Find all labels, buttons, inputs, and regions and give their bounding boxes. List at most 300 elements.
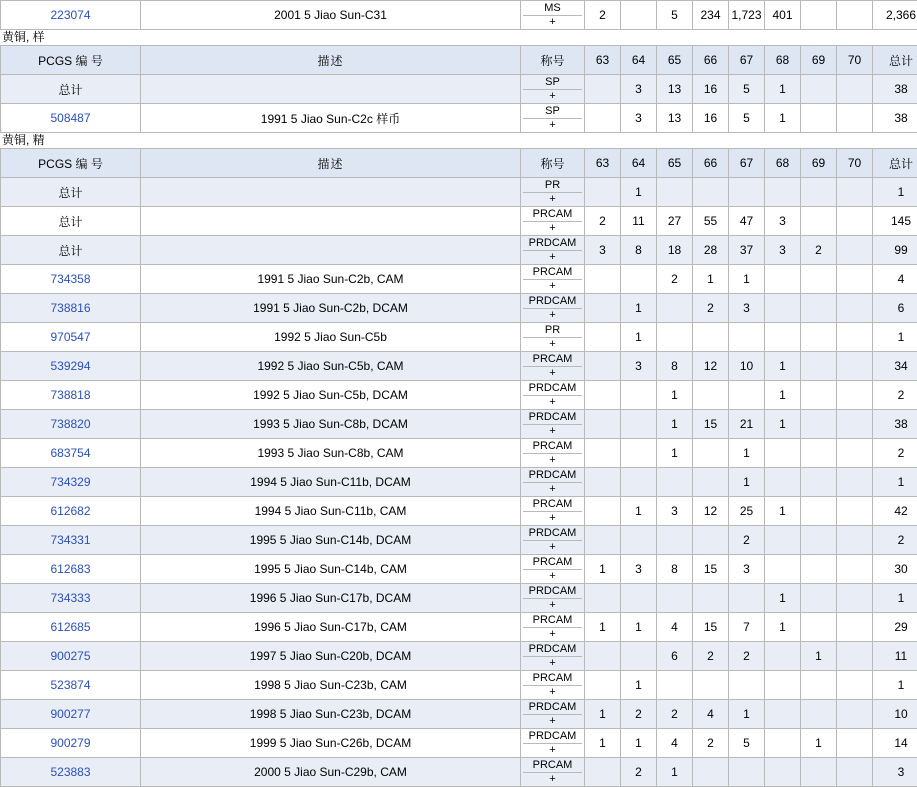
count-cell-69: 2	[801, 236, 837, 265]
count-cell-65: 8	[657, 352, 693, 381]
count-cell-63	[585, 410, 621, 439]
grade-plus: +	[523, 251, 582, 263]
count-cell-64	[621, 439, 657, 468]
grade-plus: +	[523, 773, 582, 785]
grade-plus: +	[523, 119, 582, 131]
count-cell-63	[585, 468, 621, 497]
count-cell-65: 27	[657, 207, 693, 236]
count-cell-67	[729, 758, 765, 787]
row-total-cell: 10	[873, 700, 917, 729]
count-cell-65: 18	[657, 236, 693, 265]
count-cell-66	[693, 439, 729, 468]
count-cell-66: 4	[693, 700, 729, 729]
grade-cell	[521, 75, 585, 104]
pcgs-number-link[interactable]: 223074	[50, 8, 90, 22]
row-total-cell: 1	[873, 468, 917, 497]
grade-cell	[521, 104, 585, 133]
grade-name: PRDCAM	[523, 470, 582, 483]
count-cell-67: 10	[729, 352, 765, 381]
count-cell-63	[585, 294, 621, 323]
count-cell-69	[801, 700, 837, 729]
table-header-row	[1, 46, 917, 75]
count-cell-67: 5	[729, 75, 765, 104]
count-cell-63	[585, 584, 621, 613]
grade-name: PR	[523, 325, 582, 338]
count-cell-65: 13	[657, 104, 693, 133]
pcgs-number-cell	[1, 758, 141, 787]
table-row	[1, 758, 917, 787]
table-row	[1, 178, 917, 207]
pcgs-number-link[interactable]: 738816	[50, 301, 90, 315]
count-cell-63	[585, 178, 621, 207]
count-cell-70	[837, 700, 873, 729]
grade-name: PRDCAM	[523, 383, 582, 396]
count-cell-63: 1	[585, 700, 621, 729]
grade-cell	[521, 265, 585, 294]
count-cell-64: 1	[621, 729, 657, 758]
grade-plus: +	[523, 541, 582, 553]
count-cell-68	[765, 729, 801, 758]
count-cell-67: 1,723	[729, 1, 765, 30]
grade-plus: +	[523, 744, 582, 756]
count-cell-70	[837, 613, 873, 642]
pcgs-number-cell	[1, 236, 141, 265]
header-grade-69: 69	[801, 149, 837, 178]
description-cell: 2001 5 Jiao Sun-C31	[141, 1, 521, 30]
count-cell-69	[801, 410, 837, 439]
section-label: 黄铜, 精	[0, 133, 917, 148]
table-row	[1, 236, 917, 265]
count-cell-70	[837, 294, 873, 323]
count-cell-70	[837, 75, 873, 104]
row-total-cell: 42	[873, 497, 917, 526]
count-cell-66: 12	[693, 352, 729, 381]
row-total-cell: 3	[873, 758, 917, 787]
count-cell-66	[693, 526, 729, 555]
count-cell-63	[585, 265, 621, 294]
grade-plus: +	[523, 396, 582, 408]
pcgs-number-link[interactable]: 734331	[50, 533, 90, 547]
count-cell-67: 1	[729, 468, 765, 497]
grade-name: SP	[523, 77, 582, 90]
description-cell: 1992 5 Jiao Sun-C5b	[141, 323, 521, 352]
count-cell-68	[765, 758, 801, 787]
count-cell-63	[585, 671, 621, 700]
count-cell-70	[837, 497, 873, 526]
grade-name: PRCAM	[523, 267, 582, 280]
pcgs-number-cell	[1, 497, 141, 526]
header-grade-65: 65	[657, 46, 693, 75]
pcgs-number-link[interactable]: 900277	[50, 707, 90, 721]
count-cell-69	[801, 294, 837, 323]
total-label: 总计	[58, 186, 82, 200]
count-cell-65: 1	[657, 439, 693, 468]
count-cell-63	[585, 758, 621, 787]
count-cell-66	[693, 468, 729, 497]
count-cell-63: 1	[585, 613, 621, 642]
total-label: 总计	[58, 215, 82, 229]
count-cell-63	[585, 526, 621, 555]
count-cell-63	[585, 381, 621, 410]
table-row	[1, 294, 917, 323]
count-cell-65: 6	[657, 642, 693, 671]
header-pcgs-number: PCGS 编 号	[1, 149, 141, 178]
header-grade-63: 63	[585, 149, 621, 178]
grade-plus: +	[523, 90, 582, 102]
pcgs-number-link[interactable]: 900279	[50, 736, 90, 750]
table-header-row	[1, 149, 917, 178]
pcgs-number-link[interactable]: 734358	[50, 272, 90, 286]
grade-plus: +	[523, 686, 582, 698]
section-table	[0, 148, 917, 787]
description-cell: 1998 5 Jiao Sun-C23b, CAM	[141, 671, 521, 700]
count-cell-64	[621, 584, 657, 613]
count-cell-66: 2	[693, 294, 729, 323]
description-cell: 1999 5 Jiao Sun-C26b, DCAM	[141, 729, 521, 758]
count-cell-66: 2	[693, 642, 729, 671]
pcgs-number-cell	[1, 381, 141, 410]
grade-plus: +	[523, 628, 582, 640]
pcgs-number-link[interactable]: 738820	[50, 417, 90, 431]
grade-name: PRDCAM	[523, 644, 582, 657]
row-total-cell: 2	[873, 526, 917, 555]
count-cell-64	[621, 468, 657, 497]
count-cell-67	[729, 323, 765, 352]
count-cell-63: 3	[585, 236, 621, 265]
count-cell-69	[801, 613, 837, 642]
count-cell-63	[585, 642, 621, 671]
grade-cell	[521, 526, 585, 555]
header-grade-67: 67	[729, 46, 765, 75]
pcgs-number-link[interactable]: 683754	[50, 446, 90, 460]
count-cell-68	[765, 671, 801, 700]
header-grade-66: 66	[693, 46, 729, 75]
grade-cell	[521, 236, 585, 265]
grade-cell	[521, 555, 585, 584]
grade-plus: +	[523, 454, 582, 466]
count-cell-66	[693, 381, 729, 410]
count-cell-69	[801, 584, 837, 613]
count-cell-69	[801, 104, 837, 133]
pcgs-number-link[interactable]: 734329	[50, 475, 90, 489]
count-cell-67	[729, 671, 765, 700]
count-cell-69	[801, 1, 837, 30]
pcgs-number-link[interactable]: 523883	[50, 765, 90, 779]
count-cell-68: 401	[765, 1, 801, 30]
pcgs-number-cell	[1, 642, 141, 671]
count-cell-67: 1	[729, 700, 765, 729]
header-grade-65: 65	[657, 149, 693, 178]
count-cell-63: 2	[585, 1, 621, 30]
count-cell-63	[585, 104, 621, 133]
grade-name: PRDCAM	[523, 528, 582, 541]
row-total-cell: 38	[873, 104, 917, 133]
count-cell-64	[621, 642, 657, 671]
count-cell-65	[657, 584, 693, 613]
grade-cell	[521, 439, 585, 468]
description-cell	[141, 75, 521, 104]
pcgs-number-link[interactable]: 612683	[50, 562, 90, 576]
grade-name: PRDCAM	[523, 731, 582, 744]
table-row	[1, 439, 917, 468]
grade-plus: +	[523, 715, 582, 727]
count-cell-68	[765, 468, 801, 497]
grade-name: PRDCAM	[523, 238, 582, 251]
count-cell-65: 1	[657, 758, 693, 787]
count-cell-69	[801, 265, 837, 294]
count-cell-68: 1	[765, 613, 801, 642]
count-cell-68	[765, 294, 801, 323]
grade-cell	[521, 294, 585, 323]
row-total-cell: 1	[873, 584, 917, 613]
pcgs-number-cell	[1, 178, 141, 207]
row-total-cell: 1	[873, 323, 917, 352]
count-cell-64: 1	[621, 323, 657, 352]
count-cell-69	[801, 671, 837, 700]
grade-name: MS	[523, 3, 582, 16]
grade-cell	[521, 207, 585, 236]
row-total-cell: 2	[873, 381, 917, 410]
count-cell-64: 1	[621, 294, 657, 323]
row-total-cell: 99	[873, 236, 917, 265]
section-label-row	[0, 133, 917, 148]
count-cell-66: 15	[693, 410, 729, 439]
grade-cell	[521, 758, 585, 787]
count-cell-65	[657, 294, 693, 323]
count-cell-63	[585, 497, 621, 526]
grade-name: PRDCAM	[523, 412, 582, 425]
count-cell-67: 1	[729, 265, 765, 294]
pcgs-number-link[interactable]: 738818	[50, 388, 90, 402]
pcgs-number-link[interactable]: 523874	[50, 678, 90, 692]
count-cell-68	[765, 700, 801, 729]
header-pcgs-number: PCGS 编 号	[1, 46, 141, 75]
header-grade-64: 64	[621, 46, 657, 75]
description-cell: 1992 5 Jiao Sun-C5b, CAM	[141, 352, 521, 381]
count-cell-64	[621, 381, 657, 410]
count-cell-64	[621, 410, 657, 439]
count-cell-63	[585, 439, 621, 468]
count-cell-64: 1	[621, 178, 657, 207]
table-row	[1, 584, 917, 613]
description-cell: 1997 5 Jiao Sun-C20b, DCAM	[141, 642, 521, 671]
grade-plus: +	[523, 599, 582, 611]
grade-cell	[521, 642, 585, 671]
count-cell-68: 3	[765, 207, 801, 236]
count-cell-67: 47	[729, 207, 765, 236]
row-total-cell: 34	[873, 352, 917, 381]
grade-name: PRCAM	[523, 673, 582, 686]
count-cell-63: 1	[585, 555, 621, 584]
description-cell: 1991 5 Jiao Sun-C2b, DCAM	[141, 294, 521, 323]
count-cell-65: 2	[657, 700, 693, 729]
count-cell-69	[801, 555, 837, 584]
grade-name: PRCAM	[523, 760, 582, 773]
table-row	[1, 526, 917, 555]
pcgs-number-cell	[1, 323, 141, 352]
count-cell-70	[837, 323, 873, 352]
grade-name: PRDCAM	[523, 702, 582, 715]
grade-name: PRCAM	[523, 557, 582, 570]
pcgs-number-cell	[1, 410, 141, 439]
count-cell-66	[693, 584, 729, 613]
grade-cell	[521, 468, 585, 497]
header-grade-68: 68	[765, 46, 801, 75]
grade-name: PRCAM	[523, 209, 582, 222]
header-grade: 称号	[521, 149, 585, 178]
count-cell-70	[837, 526, 873, 555]
count-cell-70	[837, 758, 873, 787]
count-cell-70	[837, 584, 873, 613]
count-cell-65: 4	[657, 613, 693, 642]
pcgs-number-cell	[1, 526, 141, 555]
count-cell-64: 2	[621, 700, 657, 729]
count-cell-68	[765, 555, 801, 584]
count-cell-70	[837, 104, 873, 133]
continuation-table	[0, 0, 917, 30]
grade-plus: +	[523, 16, 582, 28]
count-cell-67: 3	[729, 555, 765, 584]
count-cell-69	[801, 526, 837, 555]
count-cell-69	[801, 497, 837, 526]
count-cell-63	[585, 75, 621, 104]
count-cell-70	[837, 207, 873, 236]
count-cell-68: 1	[765, 352, 801, 381]
description-cell: 1991 5 Jiao Sun-C2b, CAM	[141, 265, 521, 294]
count-cell-67: 7	[729, 613, 765, 642]
grade-cell	[521, 497, 585, 526]
grade-name: PRDCAM	[523, 586, 582, 599]
row-total-cell: 4	[873, 265, 917, 294]
section-label-row	[0, 30, 917, 45]
table-row	[1, 700, 917, 729]
count-cell-64	[621, 526, 657, 555]
pcgs-number-cell	[1, 352, 141, 381]
count-cell-70	[837, 729, 873, 758]
count-cell-64: 3	[621, 75, 657, 104]
count-cell-64: 2	[621, 758, 657, 787]
description-cell	[141, 236, 521, 265]
count-cell-68	[765, 323, 801, 352]
header-total: 总计	[873, 46, 917, 75]
grade-cell	[521, 410, 585, 439]
count-cell-65	[657, 323, 693, 352]
pcgs-number-link[interactable]: 734333	[50, 591, 90, 605]
pcgs-number-cell	[1, 729, 141, 758]
grade-plus: +	[523, 657, 582, 669]
count-cell-70	[837, 352, 873, 381]
count-cell-68: 1	[765, 104, 801, 133]
count-cell-66: 16	[693, 104, 729, 133]
count-cell-64: 1	[621, 671, 657, 700]
count-cell-68	[765, 526, 801, 555]
count-cell-69: 1	[801, 642, 837, 671]
pcgs-number-link[interactable]: 612682	[50, 504, 90, 518]
grade-cell	[521, 381, 585, 410]
section-table	[0, 45, 917, 133]
count-cell-66: 28	[693, 236, 729, 265]
count-cell-70	[837, 671, 873, 700]
pcgs-number-cell	[1, 1, 141, 30]
grade-cell	[521, 584, 585, 613]
header-grade-66: 66	[693, 149, 729, 178]
description-cell: 1993 5 Jiao Sun-C8b, DCAM	[141, 410, 521, 439]
count-cell-66: 234	[693, 1, 729, 30]
count-cell-66	[693, 323, 729, 352]
pcgs-number-link[interactable]: 970547	[50, 330, 90, 344]
count-cell-67: 2	[729, 526, 765, 555]
count-cell-69	[801, 352, 837, 381]
grade-name: PRDCAM	[523, 296, 582, 309]
table-row	[1, 497, 917, 526]
count-cell-67: 5	[729, 729, 765, 758]
grade-name: PR	[523, 180, 582, 193]
pcgs-number-link[interactable]: 539294	[50, 359, 90, 373]
pcgs-number-cell	[1, 294, 141, 323]
description-cell: 1991 5 Jiao Sun-C2c 样币	[141, 104, 521, 133]
grade-cell	[521, 323, 585, 352]
pcgs-number-cell	[1, 584, 141, 613]
count-cell-64: 3	[621, 352, 657, 381]
count-cell-67	[729, 381, 765, 410]
count-cell-65: 2	[657, 265, 693, 294]
table-row	[1, 410, 917, 439]
count-cell-64: 3	[621, 555, 657, 584]
pcgs-number-cell	[1, 468, 141, 497]
table-row	[1, 265, 917, 294]
count-cell-70	[837, 178, 873, 207]
row-total-cell: 11	[873, 642, 917, 671]
count-cell-65: 13	[657, 75, 693, 104]
count-cell-65	[657, 671, 693, 700]
grade-plus: +	[523, 425, 582, 437]
pcgs-number-cell	[1, 75, 141, 104]
count-cell-67	[729, 584, 765, 613]
pcgs-number-link[interactable]: 508487	[50, 111, 90, 125]
table-row	[1, 1, 917, 30]
count-cell-67: 25	[729, 497, 765, 526]
pcgs-number-cell	[1, 104, 141, 133]
pcgs-number-link[interactable]: 612685	[50, 620, 90, 634]
count-cell-65: 4	[657, 729, 693, 758]
grade-cell	[521, 352, 585, 381]
count-cell-67	[729, 178, 765, 207]
count-cell-66: 15	[693, 555, 729, 584]
header-grade-63: 63	[585, 46, 621, 75]
count-cell-70	[837, 468, 873, 497]
header-grade-64: 64	[621, 149, 657, 178]
header-grade-68: 68	[765, 149, 801, 178]
count-cell-65	[657, 178, 693, 207]
count-cell-70	[837, 1, 873, 30]
total-label: 总计	[58, 244, 82, 258]
grade-plus: +	[523, 309, 582, 321]
pcgs-number-link[interactable]: 900275	[50, 649, 90, 663]
grade-plus: +	[523, 512, 582, 524]
row-total-cell: 30	[873, 555, 917, 584]
count-cell-64: 3	[621, 104, 657, 133]
row-total-cell: 1	[873, 178, 917, 207]
count-cell-68	[765, 178, 801, 207]
count-cell-63	[585, 352, 621, 381]
grade-plus: +	[523, 222, 582, 234]
count-cell-66	[693, 178, 729, 207]
count-cell-66: 55	[693, 207, 729, 236]
count-cell-64: 1	[621, 497, 657, 526]
header-description: 描述	[141, 46, 521, 75]
count-cell-68: 1	[765, 584, 801, 613]
count-cell-68: 1	[765, 381, 801, 410]
